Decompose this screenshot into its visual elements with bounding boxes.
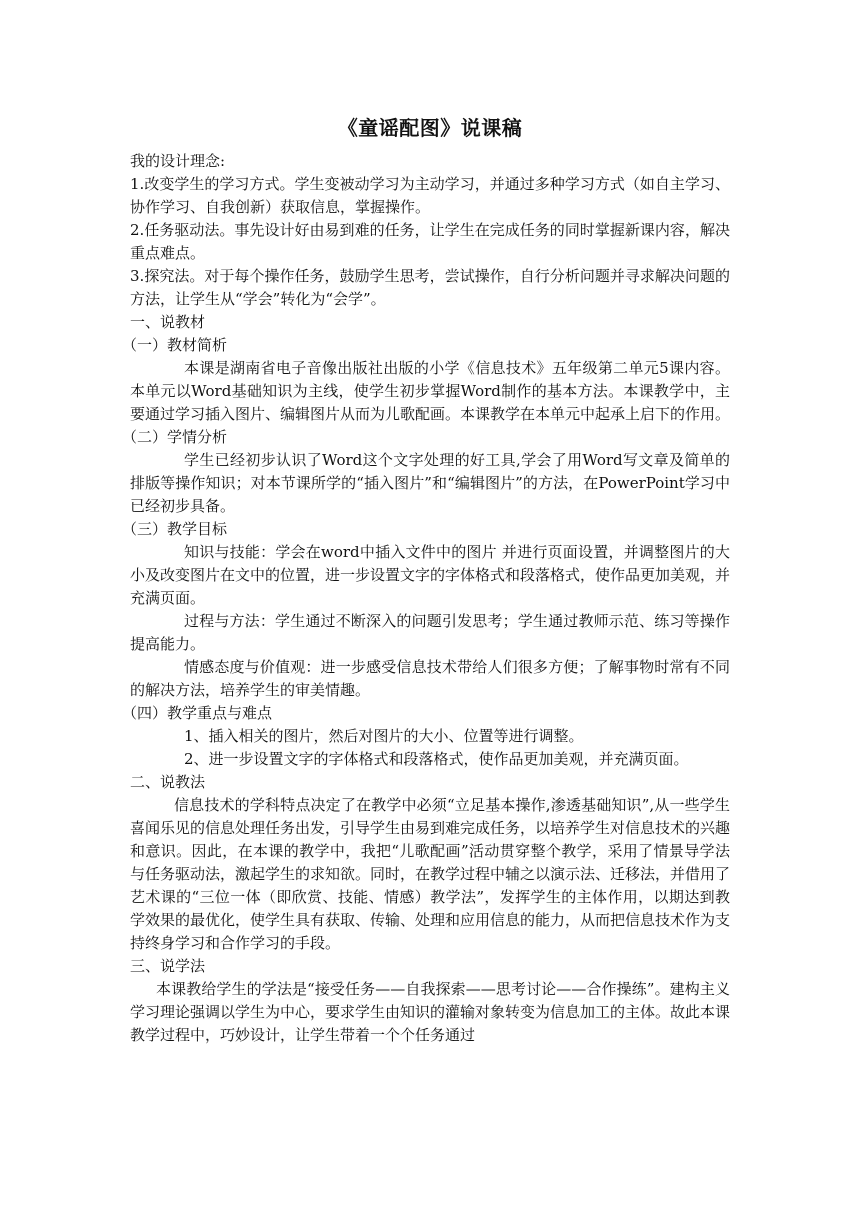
paragraph: 信息技术的学科特点决定了在教学中必须“立足基本操作,渗透基础知识”,从一些学生喜闻乐见的信息处理任务出发，引导学生由易到难完成任务，以培养学生对信息技术的兴趣和意识。因此，在本课的教学中，我把“儿歌配画”活动贯穿整个教学，采用了情景导学法与任务驱动法，激起学生的求知欲。同时，在教学过程中辅之以演示法、迁移法，并借用了艺术课的“三位一体（即欣赏、技能、情感）教学法”，发挥学生的主体作用，以期达到教学效果的最优化，使学生具有获取、传输、处理和应用信息的能力，从而把信息技术作为支持终身学习和合作学习的手段。 xyxy=(130,796,731,952)
paragraph: 过程与方法：学生通过不断深入的问题引发思考；学生通过教师示范、练习等操作提高能力。 xyxy=(130,612,730,653)
paragraph: 学生已经初步认识了Word这个文字处理的好工具,学会了用Word写文章及简单的排版等操作知识；对本节课所学的“插入图片”和“编辑图片”的方法，在PowerPoint学习中已经初步具备。 xyxy=(130,451,730,515)
paragraph: 3.探究法。对于每个操作任务，鼓励学生思考，尝试操作，自行分析问题并寻求解决问题的方法，让学生从“学会”转化为“会学”。 xyxy=(130,267,730,308)
document-body xyxy=(122,150,731,1047)
document-title: 《童谣配图》说课稿 xyxy=(337,116,523,140)
paragraph: 1.改变学生的学习方式。学生变被动学习为主动学习，并通过多种学习方式（如自主学习、协作学习、自我创新）获取信息，掌握操作。 xyxy=(130,175,730,216)
paragraph: （三）教学目标 xyxy=(122,520,228,538)
paragraph: 一、说教材 xyxy=(130,313,206,331)
paragraph: 本课教给学生的学法是“接受任务——自我探索——思考讨论——合作操练”。建构主义学习理论强调以学生为中心，要求学生由知识的灌输对象转变为信息加工的主体。故此本课教学过程中，巧妙设计，让学生带着一个个任务通过 xyxy=(130,980,731,1044)
paragraph: 知识与技能：学会在word中插入文件中的图片 并进行页面设置，并调整图片的大小及改变图片在文中的位置，进一步设置文字的字体格式和段落格式，使作品更加美观，并充满页面。 xyxy=(130,543,731,607)
paragraph: 情感态度与价值观：进一步感受信息技术带给人们很多方便；了解事物时常有不同的解决方法，培养学生的审美情趣。 xyxy=(130,658,730,699)
paragraph: 二、说教法 xyxy=(130,773,206,791)
paragraph: （一）教材简析 xyxy=(122,336,228,354)
paragraph: （四）教学重点与难点 xyxy=(122,704,273,722)
paragraph: 1、插入相关的图片，然后对图片的大小、位置等进行调整。 xyxy=(184,727,584,745)
paragraph: 三、说学法 xyxy=(130,957,206,975)
paragraph: 2.任务驱动法。事先设计好由易到难的任务，让学生在完成任务的同时掌握新课内容，解决重点难点。 xyxy=(130,221,730,262)
paragraph: 我的设计理念: xyxy=(130,152,226,170)
paragraph: 本课是湖南省电子音像出版社出版的小学《信息技术》五年级第二单元5课内容。本单元以Word基础知识为主线，使学生初步掌握Word制作的基本方法。本课教学中，主要通过学习插入图片、编辑图片从而为儿歌配画。本课教学在本单元中起承上启下的作用。 xyxy=(130,359,731,423)
paragraph: （二）学情分析 xyxy=(122,428,228,446)
paragraph: 2、进一步设置文字的字体格式和段落格式，使作品更加美观，并充满页面。 xyxy=(184,750,689,768)
document-page xyxy=(122,114,731,1047)
